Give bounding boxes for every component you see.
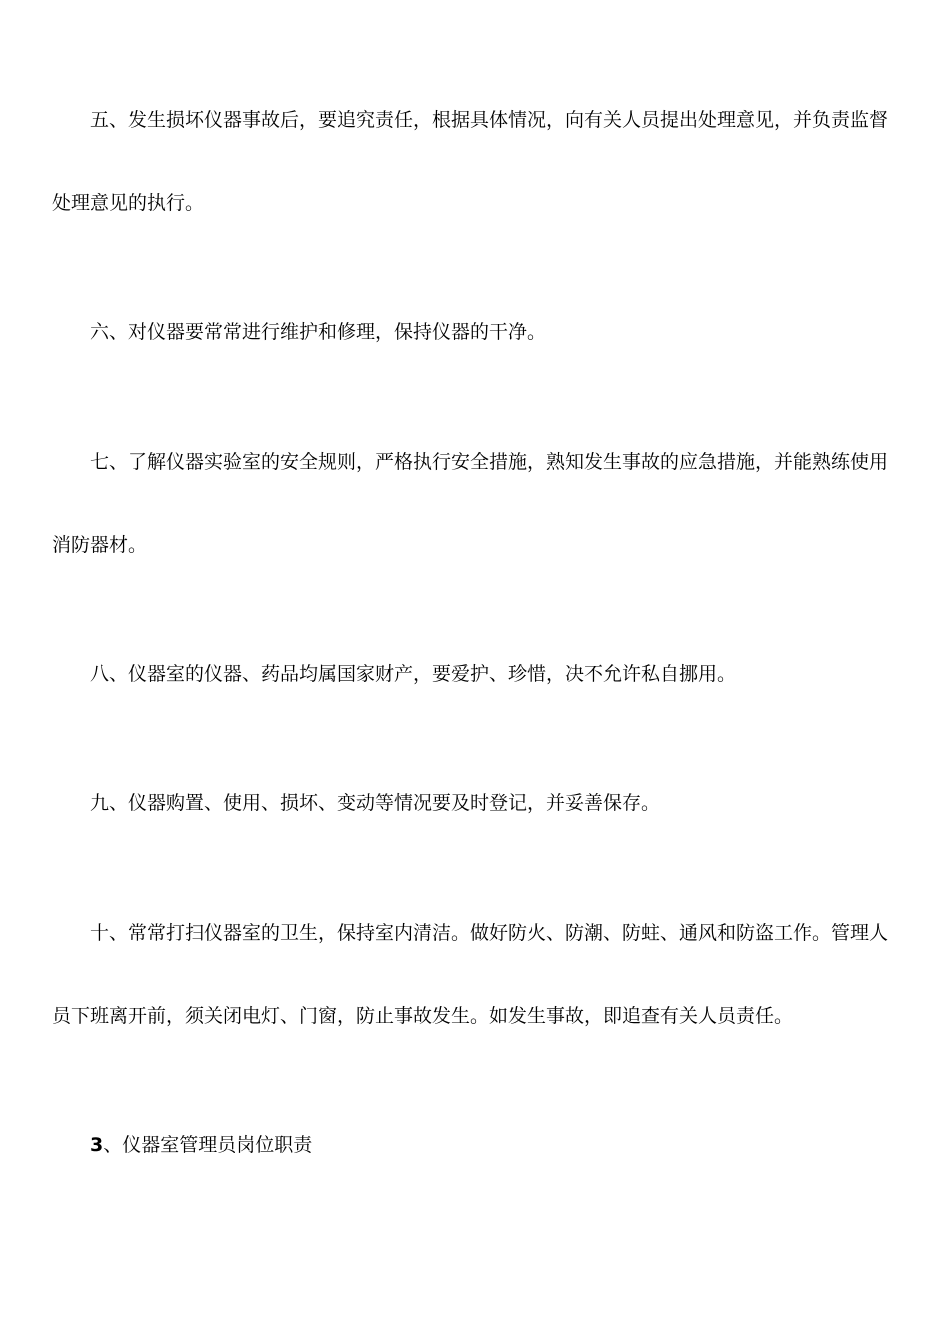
paragraph-7-line-1: 七、了解仪器实验室的安全规则，严格执行安全措施，熟知发生事故的应急措施，并能熟练使用 [90,451,889,473]
section-heading-text: 、仪器室管理员岗位职责 [103,1134,313,1156]
section-heading [90,1133,312,1157]
paragraph-7-line-2: 消防器材。 [52,534,148,556]
section-heading-number: 3 [90,1134,104,1156]
paragraph-9-line-1: 九、仪器购置、使用、损坏、变动等情况要及时登记，并妥善保存。 [90,792,661,814]
paragraph-10-line-2: 员下班离开前，须关闭电灯、门窗，防止事故发生。如发生事故，即追查有关人员责任。 [52,1005,794,1027]
paragraph-8-line-1: 八、仪器室的仪器、药品均属国家财产，要爱护、珍惜，决不允许私自挪用。 [90,663,737,685]
paragraph-5-line-1: 五、发生损坏仪器事故后，要追究责任，根据具体情况，向有关人员提出处理意见，并负责监督 [90,109,889,131]
paragraph-10-line-1: 十、常常打扫仪器室的卫生，保持室内清洁。做好防火、防潮、防蛀、通风和防盗工作。管理人 [90,922,889,944]
paragraph-5-line-2: 处理意见的执行。 [52,192,205,214]
paragraph-6-line-1: 六、对仪器要常常进行维护和修理，保持仪器的干净。 [90,321,547,343]
